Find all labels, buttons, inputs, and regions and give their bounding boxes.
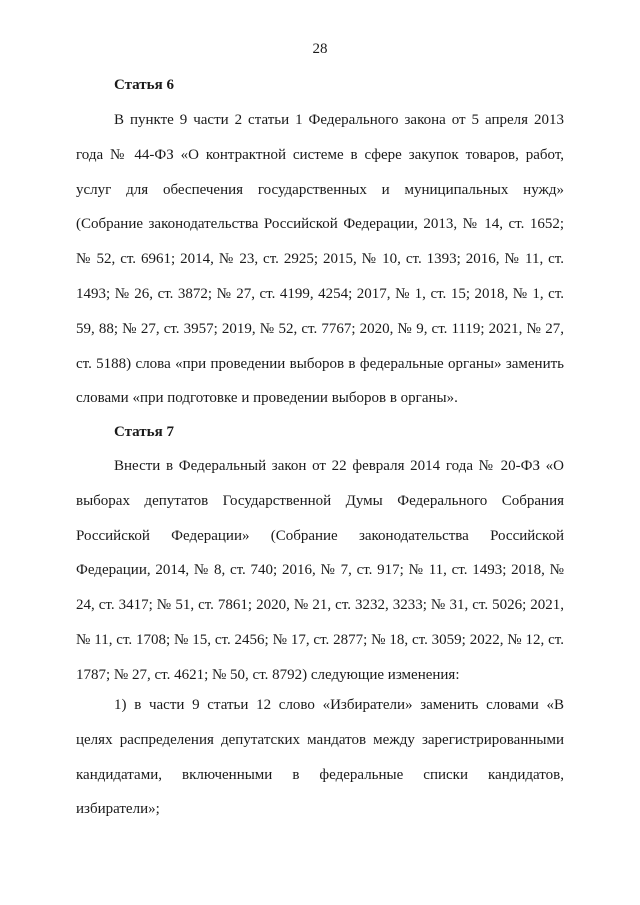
article-6-heading: Статья 6 bbox=[114, 77, 174, 93]
article-7-intro-paragraph: Внести в Федеральный закон от 22 февраля 2014 года № 20-ФЗ «О выборах депутатов Государственной Думы Федерального Собрания Российской Федерации» (Собрание законодательства Российской Федерации, 2014, № 8, ст. 740; 2016, № 7, ст. 917; № 11, ст. 1493; 2018, № 24, ст. 3417; № 51, ст. 7861; 2020, № 21, ст. 3232, 3233; № 31, ст. 5026; 2021, № 11, ст. 1708; № 15, ст. 2456; № 17, ст. 2877; № 18, ст. 3059; 2022, № 12, ст. 1787; № 27, ст. 4621; № 50, ст. 8792) следующие изменения: bbox=[76, 458, 564, 683]
article-6-paragraph: В пункте 9 части 2 статьи 1 Федерального закона от 5 апреля 2013 года № 44-ФЗ «О контрактной системе в сфере закупок товаров, работ, услуг для обеспечения государственных и муниципальных нужд» (Собрание законодательства Российской Федерации, 2013, № 14, ст. 1652; № 52, ст. 6961; 2014, № 23, ст. 2925; 2015, № 10, ст. 1393; 2016, № 11, ст. 1493; № 26, ст. 3872; № 27, ст. 4199, 4254; 2017, № 1, ст. 15; 2018, № 1, ст. 59, 88; № 27, ст. 3957; 2019, № 52, ст. 7767; 2020, № 9, ст. 1119; 2021, № 27, ст. 5188) слова «при проведении выборов в федеральные органы» заменить словами «при подготовке и проведении выборов в органы». bbox=[76, 112, 564, 407]
article-7-heading: Статья 7 bbox=[114, 424, 174, 440]
page-number: 28 bbox=[312, 41, 328, 57]
article-7-item-1-paragraph: 1) в части 9 статьи 12 слово «Избиратели» заменить словами «В целях распределения депутатских мандатов между зарегистрированными кандидатами, включенными в федеральные списки кандидатов, избиратели»; bbox=[76, 697, 564, 818]
